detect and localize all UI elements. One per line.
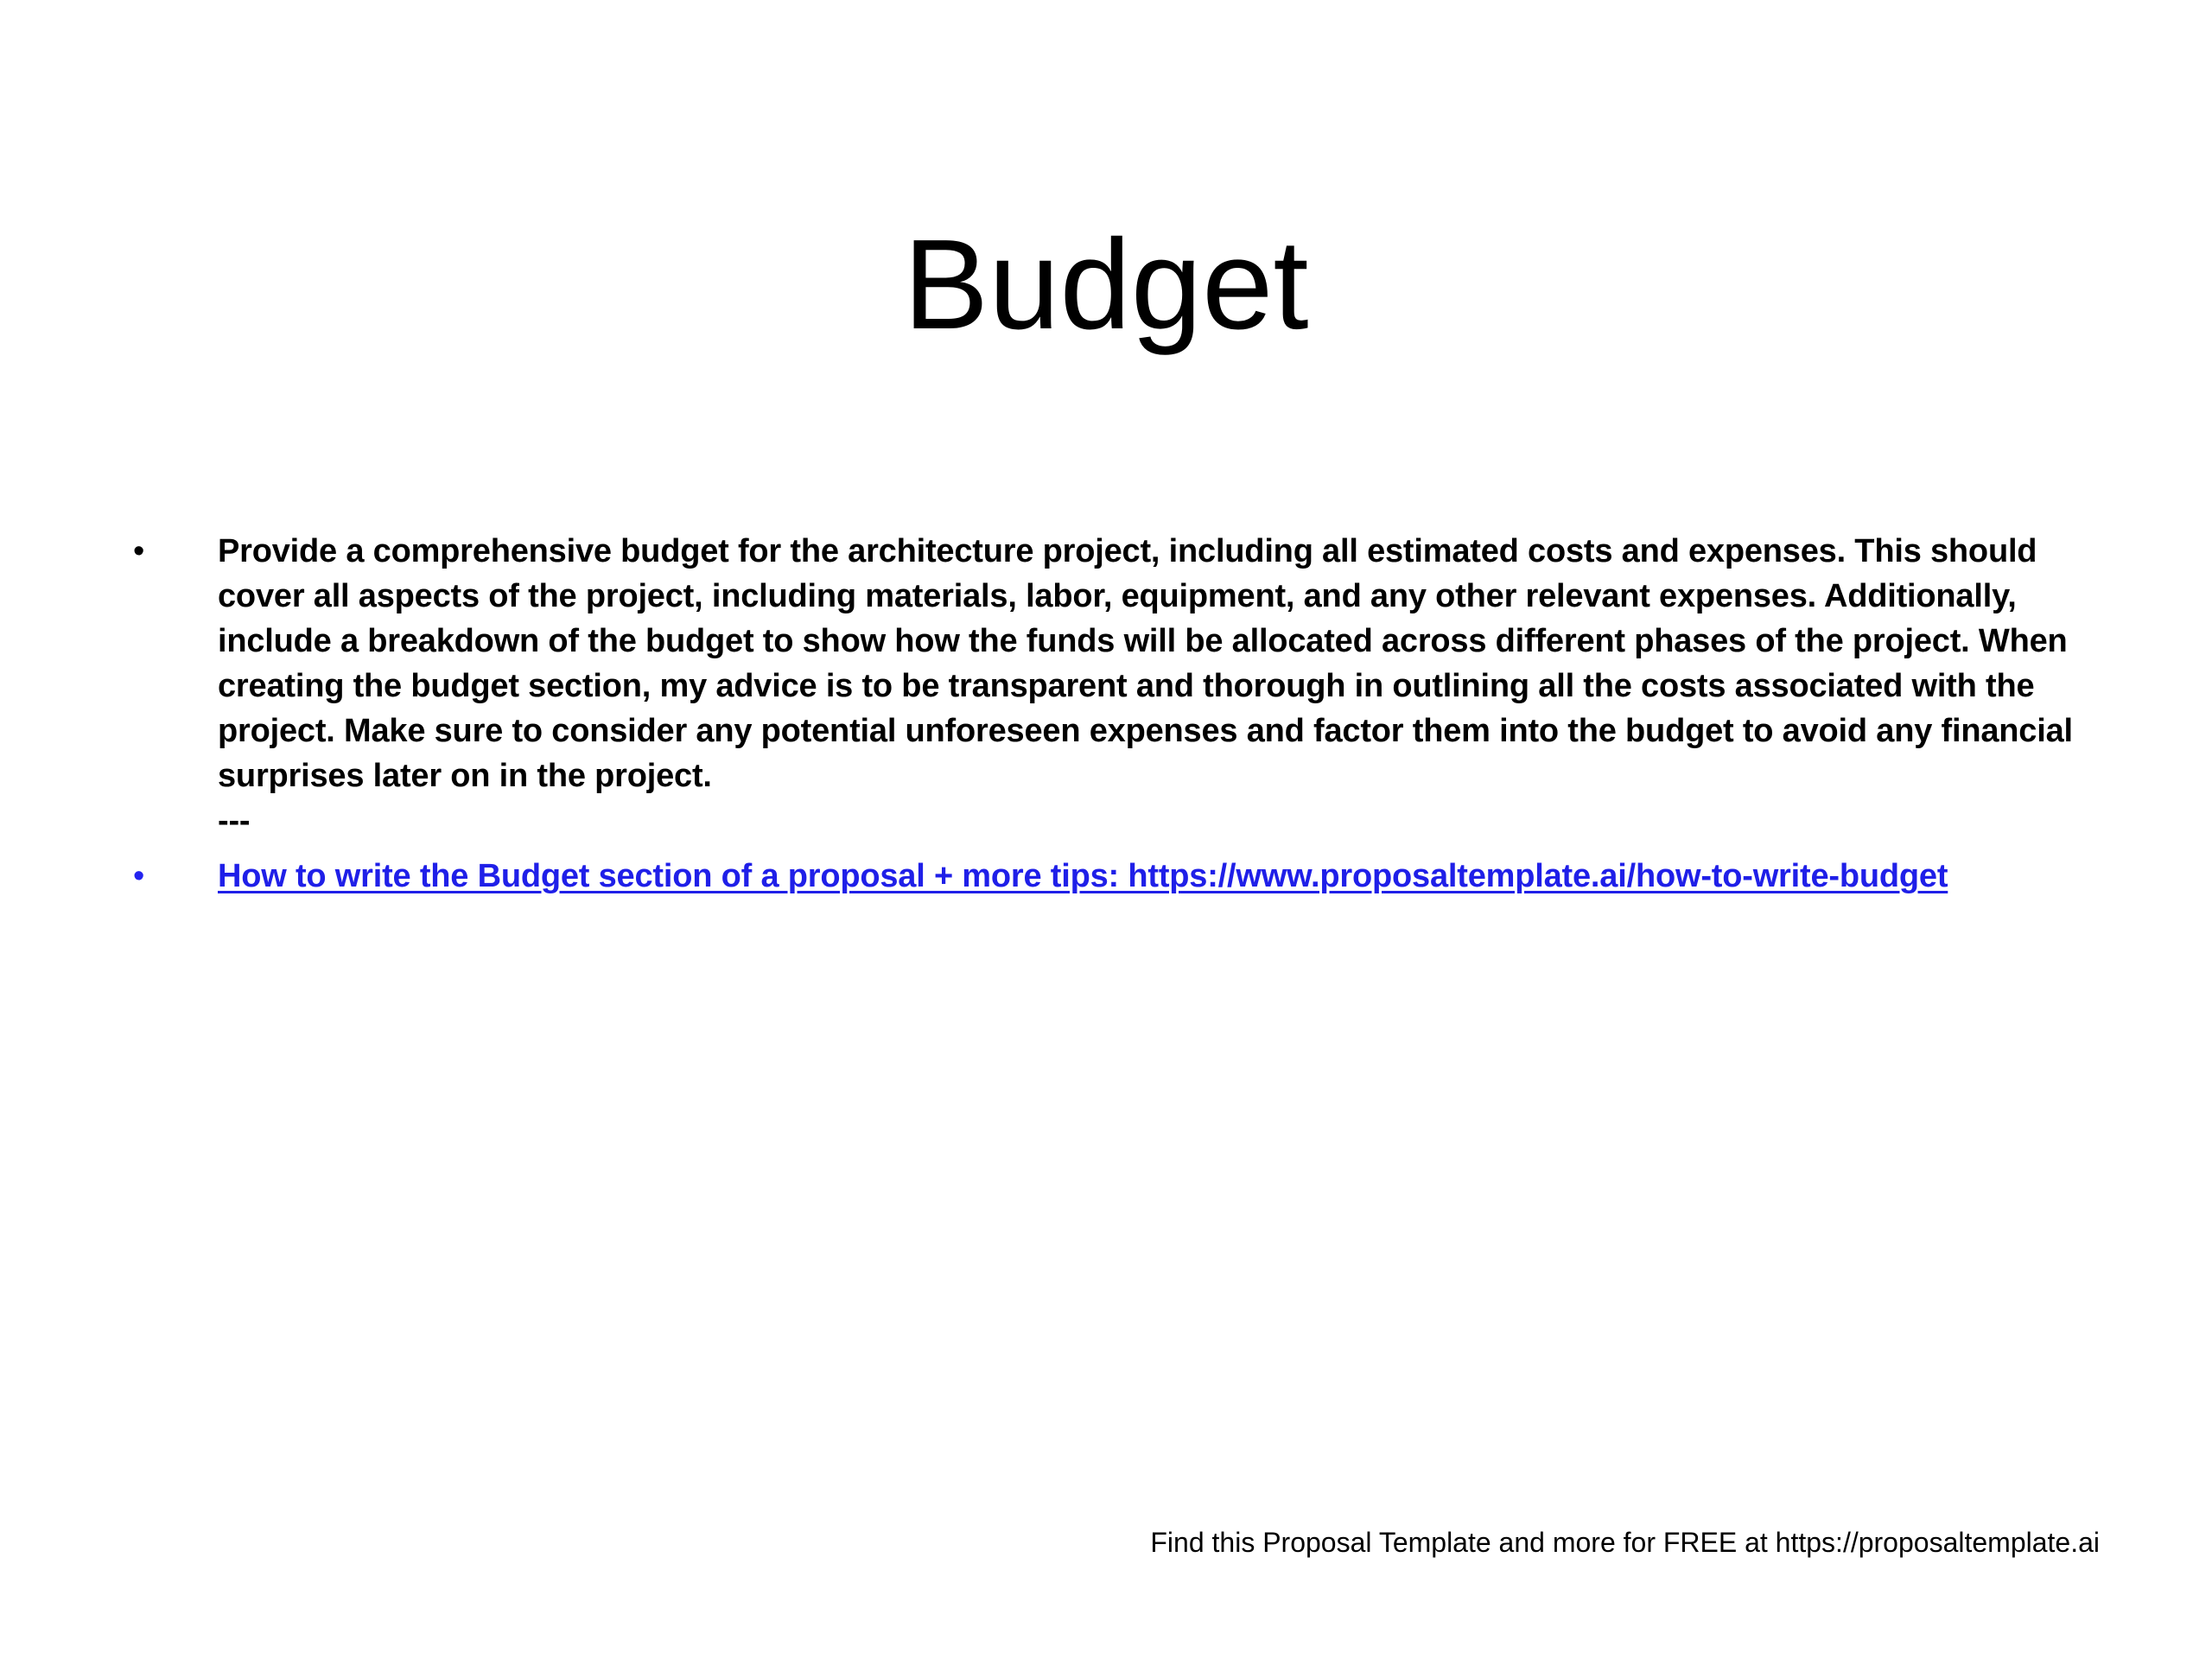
bullet-list — [130, 529, 2091, 899]
separator-text: --- — [218, 803, 251, 839]
bullet-icon: • — [133, 858, 145, 894]
bullet-item-tips-link — [130, 854, 2091, 899]
how-to-write-budget-link[interactable]: How to write the Budget section of a proposal + more tips: https://www.proposaltemplate.ai/how-to-write-budget — [218, 858, 1948, 894]
footer-note: Find this Proposal Template and more for FREE at https://proposaltemplate.ai — [1150, 1527, 2100, 1558]
budget-description-text: Provide a comprehensive budget for the architecture project, including all estimated costs and expenses. This should cover all aspects of the project, including materials, labor, equipment, and any other relevant expenses. Additionally, include a breakdown of the budget to show how the funds will be allocated across different phases of the project. When creating the budget section, my advice is to be transparent and thorough in outlining all the costs associated with the project. Make sure to consider any potential unforeseen expenses and factor them into the budget to avoid any financial surprises later on in the project. — [218, 533, 2073, 794]
slide-title: Budget — [903, 213, 1309, 357]
bullet-item-budget-description — [130, 529, 2091, 843]
bullet-icon: • — [133, 533, 145, 569]
